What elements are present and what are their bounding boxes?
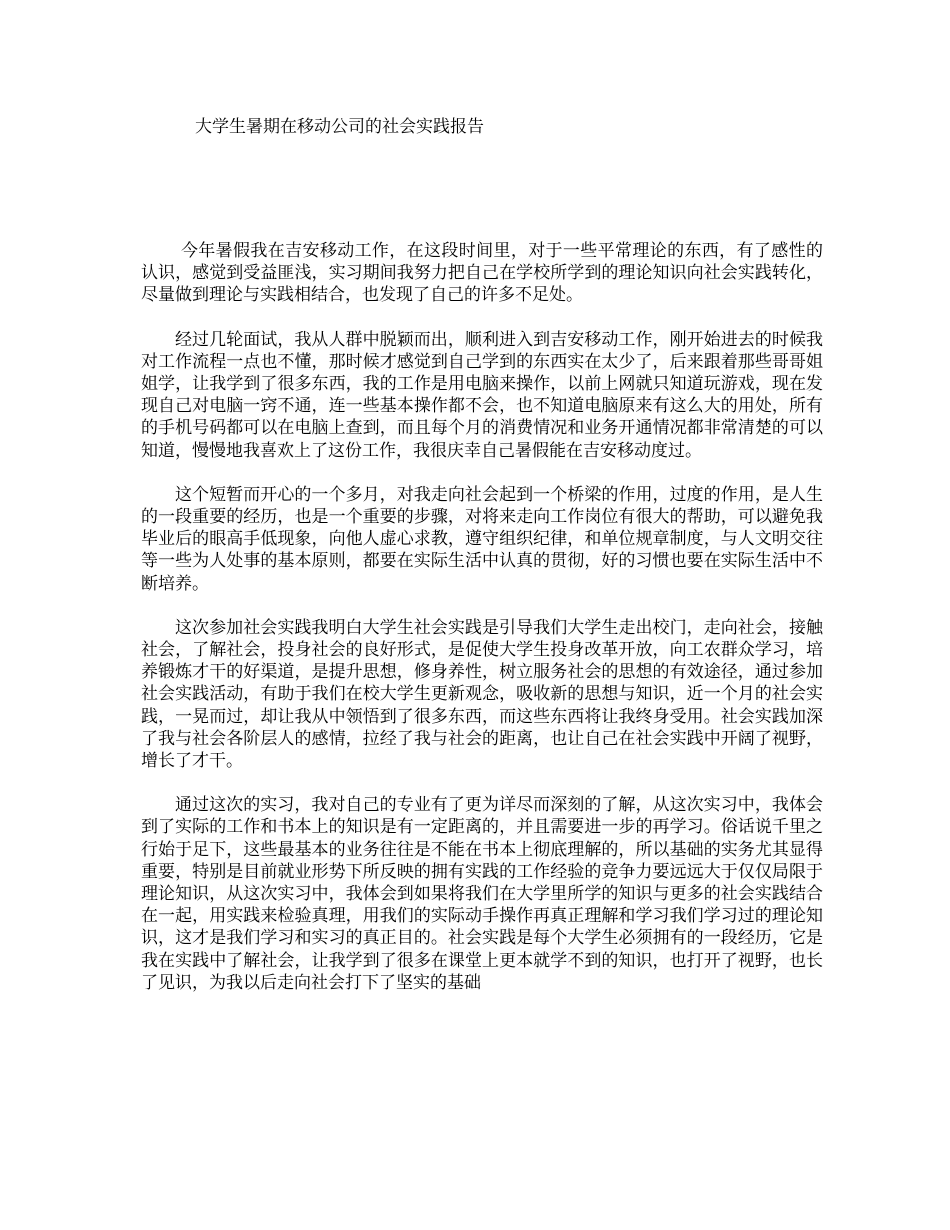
paragraph-2: 经过几轮面试，我从人群中脱颖而出，顺利进入到吉安移动工作，刚开始进去的时候我对工作流程一点也不懂，那时候才感觉到自己学到的东西实在太少了，后来跟着那些哥哥姐姐学，让我学到了很多东西，我的工作是用电脑来操作，以前上网就只知道玩游戏，现在发现自己对电脑一窍不通，连一些基本操作都不会，也不知道电脑原来有这么大的用处，所有的手机号码都可以在电脑上查到，而且每个月的消费情况和业务开通情况都非常清楚的可以知道，慢慢地我喜欢上了这份工作，我很庆幸自己暑假能在吉安移动度过。 xyxy=(141,329,823,461)
paragraph-5: 通过这次的实习，我对自己的专业有了更为详尽而深刻的了解，从这次实习中，我体会到了实际的工作和书本上的知识是有一定距离的，并且需要进一步的再学习。俗话说千里之行始于足下，这些最基本的业务往往是不能在书本上彻底理解的，所以基础的实务尤其显得重要，特别是目前就业形势下所反映的拥有实践的工作经验的竞争力要远远大于仅仅局限于理论知识，从这次实习中，我体会到如果将我们在大学里所学的知识与更多的社会实践结合在一起，用实践来检验真理，用我们的实际动手操作再真正理解和学习我们学习过的理论知识，这才是我们学习和实习的真正目的。社会实践是每个大学生必须拥有的一段经历，它是我在实践中了解社会，让我学到了很多在课堂上更本就学不到的知识，也打开了视野，也长了见识，为我以后走向社会打下了坚实的基础 xyxy=(141,795,823,993)
paragraph-1: 今年暑假我在吉安移动工作，在这段时间里，对于一些平常理论的东西，有了感性的认识，感觉到受益匪浅，实习期间我努力把自己在学校所学到的理论知识向社会实践转化，尽量做到理论与实践相结合，也发现了自己的许多不足处。 xyxy=(141,241,823,306)
document-title: 大学生暑期在移动公司的社会实践报告 xyxy=(195,117,484,137)
paragraph-4: 这次参加社会实践我明白大学生社会实践是引导我们大学生走出校门，走向社会，接触社会，了解社会，投身社会的良好形式，是促使大学生投身改革开放，向工农群众学习，培养锻炼才干的好渠道，是提升思想，修身养性，树立服务社会的思想的有效途径，通过参加社会实践活动，有助于我们在校大学生更新观念，吸收新的思想与知识，近一个月的社会实践，一晃而过，却让我从中领悟到了很多东西，而这些东西将让我终身受用。社会实践加深了我与社会各阶层人的感情，拉经了我与社会的距离，也让自己在社会实践中开阔了视野，增长了才干。 xyxy=(141,617,823,772)
paragraph-3: 这个短暂而开心的一个多月，对我走向社会起到一个桥梁的作用，过度的作用，是人生的一段重要的经历，也是一个重要的步骤，对将来走向工作岗位有很大的帮助，可以避免我毕业后的眼高手低现象，向他人虚心求教，遵守组织纪律，和单位规章制度，与人文明交往等一些为人处事的基本原则，都要在实际生活中认真的贯彻，好的习惯也要在实际生活中不断培养。 xyxy=(141,484,823,594)
document-body xyxy=(141,240,823,1016)
